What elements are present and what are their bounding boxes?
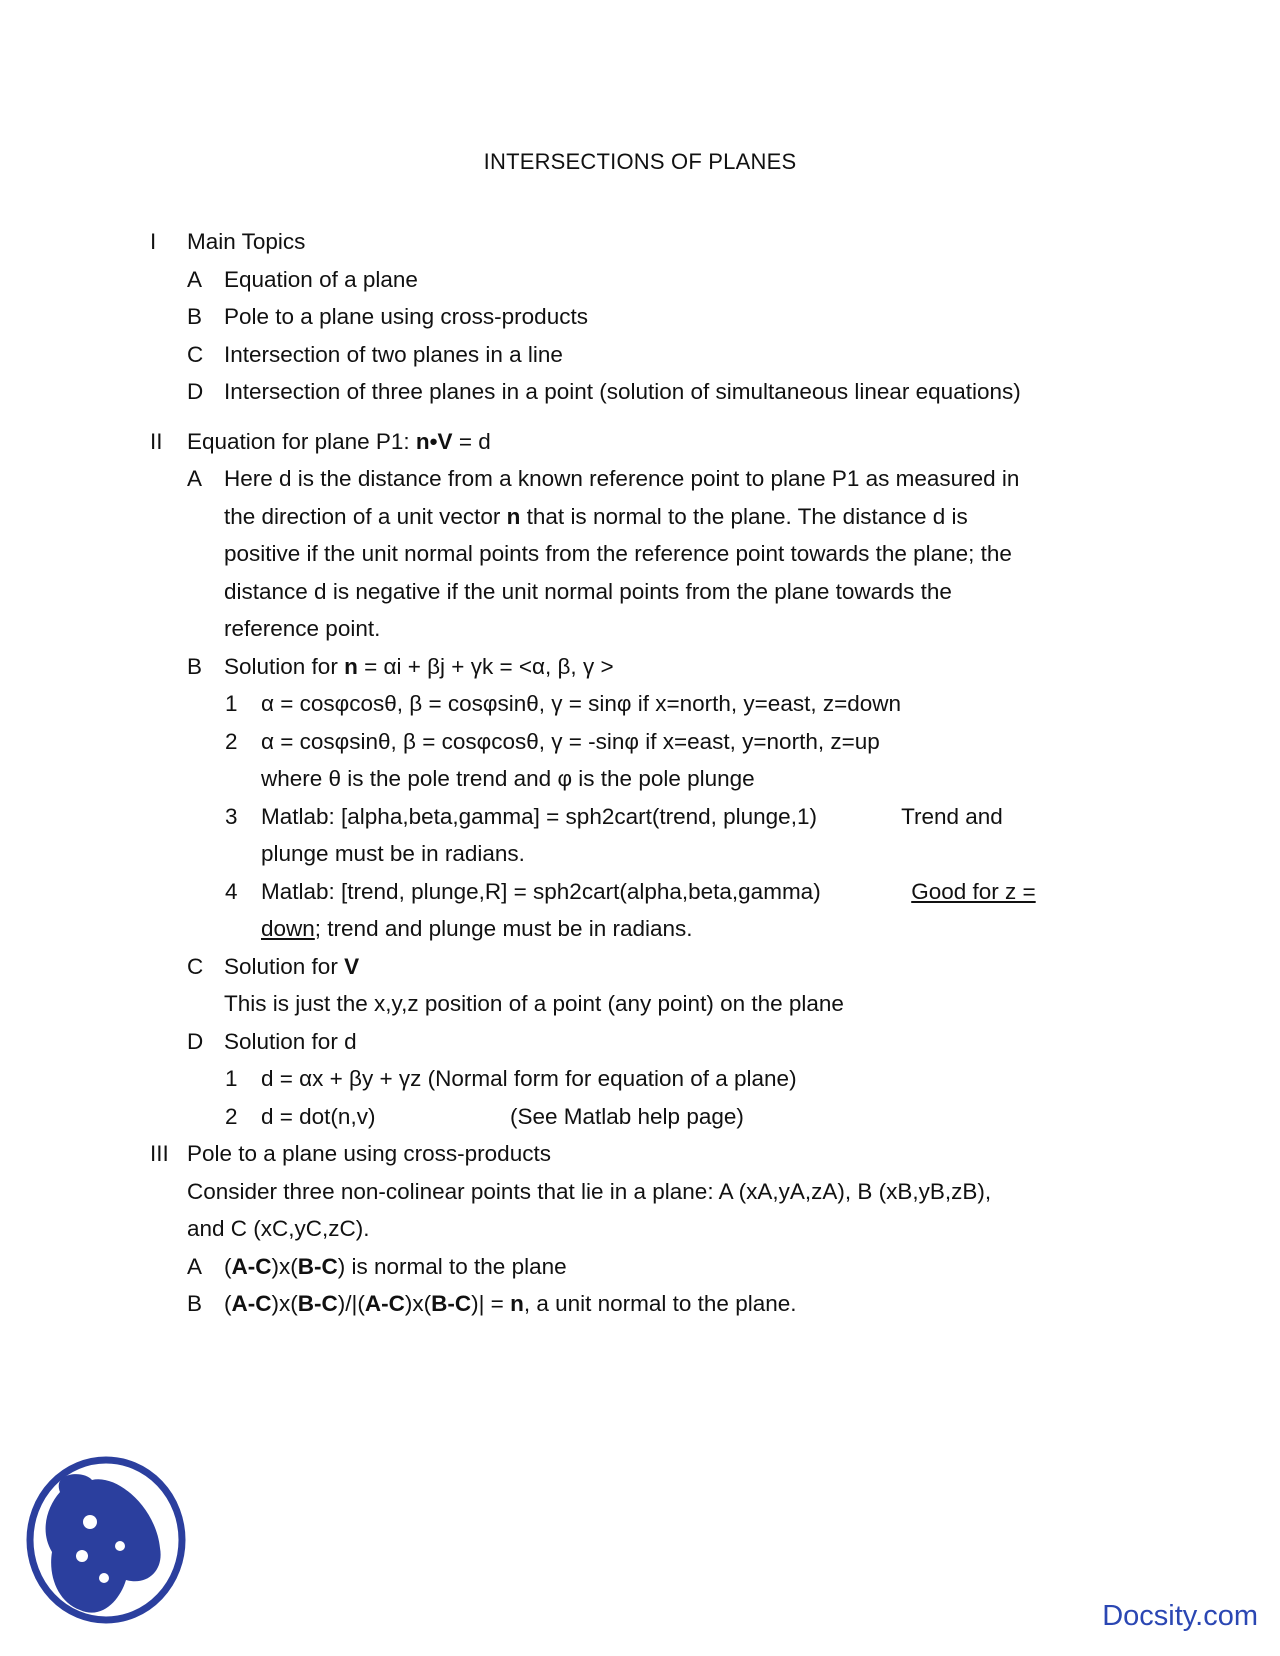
formula-text: Matlab: [alpha,beta,gamma] = sph2cart(trend, plunge,1)	[261, 803, 817, 829]
equation-bold: n•V	[415, 428, 453, 454]
topic-item	[150, 336, 1130, 374]
page-title: INTERSECTIONS OF PLANES	[483, 149, 797, 174]
section-1-heading	[150, 223, 1130, 261]
paragraph-line: Here d is the distance from a known reference point to plane P1 as measured in	[224, 466, 1020, 491]
formula-continuation	[150, 760, 1130, 798]
note-text: (See Matlab help page)	[509, 1103, 744, 1129]
formula-continuation	[150, 835, 1130, 873]
cross-product-expr: (A-C)x(B-C)	[224, 1253, 352, 1279]
heading-text: Solution for	[224, 953, 345, 979]
sub-item-a	[150, 460, 1130, 498]
item-marker: D	[187, 1028, 204, 1054]
unit-normal-expr: (A-C)x(B-C)/|(A-C)x(B-C)| = n	[224, 1291, 524, 1316]
item-text: Intersection of two planes in a line	[224, 341, 563, 367]
formula-item	[150, 798, 1130, 836]
section-heading: Pole to a plane using cross-products	[187, 1141, 551, 1166]
paragraph-line: positive if the unit normal points from the reference point towards the plane; the	[224, 541, 1012, 566]
item-marker: C	[187, 953, 204, 979]
docsity-logo-icon	[22, 1452, 190, 1632]
item-marker: B	[187, 653, 203, 679]
formula-item	[150, 873, 1130, 911]
item-marker: D	[187, 379, 204, 404]
sub-item-d	[150, 1023, 1130, 1061]
item-marker: C	[187, 341, 204, 367]
paragraph-continuation	[150, 985, 1130, 1023]
note-text: Trend and	[901, 803, 1003, 829]
item-marker: 2	[225, 728, 238, 754]
item-text: Equation of a plane	[224, 266, 418, 292]
outline	[150, 223, 1130, 1323]
item-marker: A	[187, 1253, 203, 1279]
formula-text: ; trend and plunge must be in radians.	[314, 916, 693, 941]
paragraph-continuation	[150, 1210, 1130, 1248]
formula-item	[150, 1060, 1130, 1098]
section-marker: I	[150, 229, 157, 254]
spacer	[150, 411, 1130, 423]
topic-item	[150, 373, 1130, 411]
paragraph-continuation	[150, 1173, 1130, 1211]
item-marker: A	[187, 266, 203, 292]
heading-text: Equation for plane P1:	[187, 428, 416, 454]
topic-item	[150, 298, 1130, 336]
paragraph-line: and C (xC,yC,zC).	[187, 1216, 370, 1241]
formula-text: α = cosφcosθ, β = cosφsinθ, γ = sinφ if x=north, y=east, z=down	[261, 691, 902, 716]
underlined-note: Good for z =	[911, 878, 1036, 904]
paragraph-line: This is just the x,y,z position of a point (any point) on the plane	[224, 991, 844, 1016]
docsity-brand[interactable]: Docsity.com	[1102, 1600, 1258, 1632]
vector-n: n	[506, 503, 521, 529]
paragraph-line: distance d is negative if the unit normal points from the plane towards the	[224, 578, 952, 604]
paragraph-line: Consider three non-colinear points that lie in a plane: A (xA,yA,zA), B (xB,yB,zB),	[187, 1178, 992, 1204]
formula-continuation	[150, 910, 1130, 948]
formula-text: d = αx + βy + γz (Normal form for equation of a plane)	[261, 1066, 797, 1091]
heading-text: Solution for d	[224, 1028, 357, 1054]
formula-text: Matlab: [trend, plunge,R] = sph2cart(alpha,beta,gamma)	[261, 878, 821, 904]
item-text: Pole to a plane using cross-products	[224, 304, 588, 329]
sub-item-c	[150, 948, 1130, 986]
item-marker: 1	[225, 1066, 238, 1091]
formula-text: plunge must be in radians.	[261, 841, 525, 866]
heading-text: = αi + βj + γk = <α, β, γ >	[357, 653, 614, 679]
item-text: Intersection of three planes in a point (solution of simultaneous linear equations)	[224, 379, 1021, 404]
paragraph-continuation	[150, 573, 1130, 611]
section-3-heading	[150, 1135, 1130, 1173]
item-marker: B	[187, 1291, 203, 1316]
paragraph-continuation	[150, 498, 1130, 536]
paragraph-line: reference point.	[224, 616, 381, 641]
item-marker: 1	[225, 691, 238, 716]
topic-item	[150, 261, 1130, 299]
item-marker: 4	[225, 878, 238, 904]
paragraph-continuation	[150, 535, 1130, 573]
item-marker: B	[187, 304, 203, 329]
heading-text: Solution for	[224, 653, 345, 679]
section-2-heading	[150, 423, 1130, 461]
paragraph-line: that is normal to the plane. The distance d is	[520, 503, 968, 529]
formula-item	[150, 723, 1130, 761]
item-text: , a unit normal to the plane.	[523, 1291, 797, 1316]
vector-n: n	[344, 653, 358, 679]
section-marker: II	[150, 428, 163, 454]
sub-item-b	[150, 1285, 1130, 1323]
sub-item-a	[150, 1248, 1130, 1286]
item-text: is normal to the plane	[351, 1253, 567, 1279]
underlined-note: down	[261, 916, 315, 941]
formula-text: d = dot(n,v)	[261, 1103, 376, 1129]
heading-text: = d	[452, 428, 491, 454]
section-marker: III	[150, 1141, 169, 1166]
formula-text: α = cosφsinθ, β = cosφcosθ, γ = -sinφ if x=east, y=north, z=up	[261, 728, 880, 754]
item-marker: 3	[225, 803, 238, 829]
formula-item	[150, 1098, 1130, 1136]
section-heading: Main Topics	[187, 229, 306, 254]
vector-v: V	[344, 953, 360, 979]
formula-item	[150, 685, 1130, 723]
paragraph-line: the direction of a unit vector	[224, 503, 507, 529]
item-marker: A	[187, 466, 203, 491]
paragraph-continuation	[150, 610, 1130, 648]
formula-text: where θ is the pole trend and φ is the pole plunge	[261, 766, 755, 791]
sub-item-b	[150, 648, 1130, 686]
item-marker: 2	[225, 1103, 238, 1129]
